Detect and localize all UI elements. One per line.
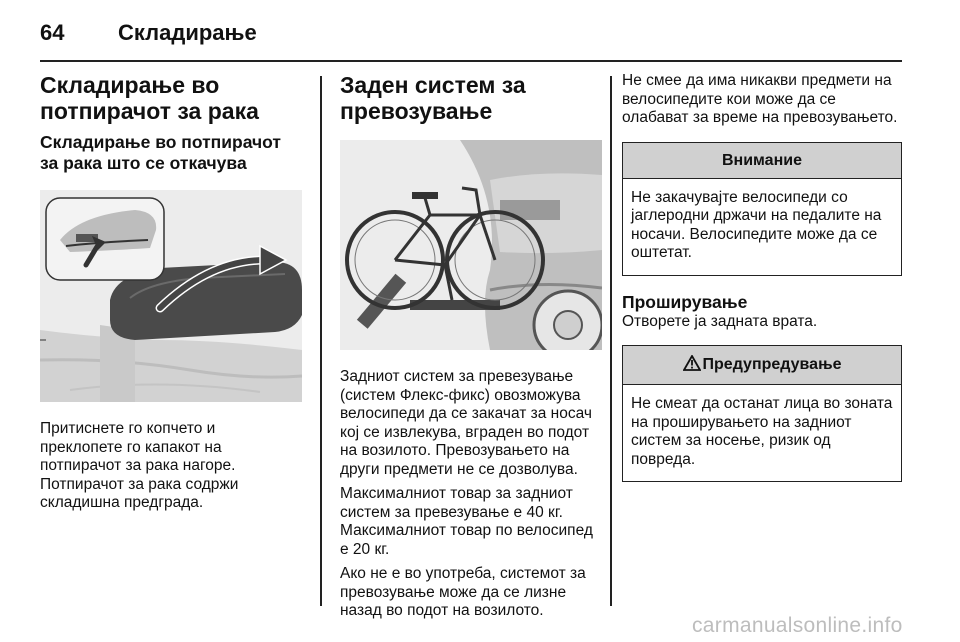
warning-header bbox=[623, 346, 901, 385]
warning-title: Предупредување bbox=[702, 356, 842, 373]
column-divider-2 bbox=[610, 76, 612, 606]
armrest-illustration bbox=[40, 190, 302, 402]
column-armrest bbox=[40, 72, 302, 513]
armrest-subheading: Складирање во потпирачот за рака што се откачува bbox=[40, 132, 281, 173]
notice-text: Не закачувајте велосипеди со јаглеродни држачи на педалите на носачи. Велосипедите може да се оштетат. bbox=[631, 188, 882, 261]
warning-text: Не смеат да останат лица во зоната на проширувањето на задниот систем за носење, ризик од повреда. bbox=[631, 395, 893, 468]
page-number: 64 bbox=[40, 20, 65, 45]
extension-instruction: Отворете ја задната врата. bbox=[622, 312, 818, 330]
header-divider bbox=[40, 60, 902, 62]
column-divider-1 bbox=[320, 76, 322, 606]
armrest-instructions: Притиснете го копчето и преклопете го капакот на потпирачот за рака нагоре. Потпирачот за рака содржи складишна предграда. bbox=[40, 420, 239, 511]
watermark: carmanualsonline.info bbox=[692, 614, 903, 637]
notice-box bbox=[622, 142, 902, 276]
rear-carrier-storage: Ако не е во употреба, системот за превозување може да се лизне назад во подот на возилото. bbox=[340, 565, 586, 619]
column-rear-carrier bbox=[340, 72, 602, 621]
running-title: Складирање bbox=[118, 20, 257, 45]
extension-heading: Проширување bbox=[622, 291, 748, 312]
rear-carrier-heading: Заден систем за превозување bbox=[340, 72, 526, 124]
armrest-heading: Складирање во потпирачот за рака bbox=[40, 72, 259, 124]
rear-carrier-description: Задниот систем за превезување (систем Флекс-фикс) овозможува велосипеди да се закачат за носач кој се извлекува, вграден во подот на возилото. Превозувањето на други предмети не се дозволува. bbox=[340, 368, 592, 478]
warning-triangle-icon bbox=[683, 355, 701, 376]
bike-carrier-illustration bbox=[340, 140, 602, 350]
column-warnings bbox=[622, 72, 902, 482]
warning-box bbox=[622, 345, 902, 482]
rear-carrier-max-load: Максималниот товар за задниот систем за превезување е 40 кг. Максималниот товар по велосипед е 20 кг. bbox=[340, 485, 593, 558]
loose-items-note: Не смее да има никакви предмети на велосипедите кои може да се олабават за време на превозувањето. bbox=[622, 72, 898, 126]
page-header bbox=[40, 14, 902, 54]
notice-title: Внимание bbox=[623, 143, 901, 179]
